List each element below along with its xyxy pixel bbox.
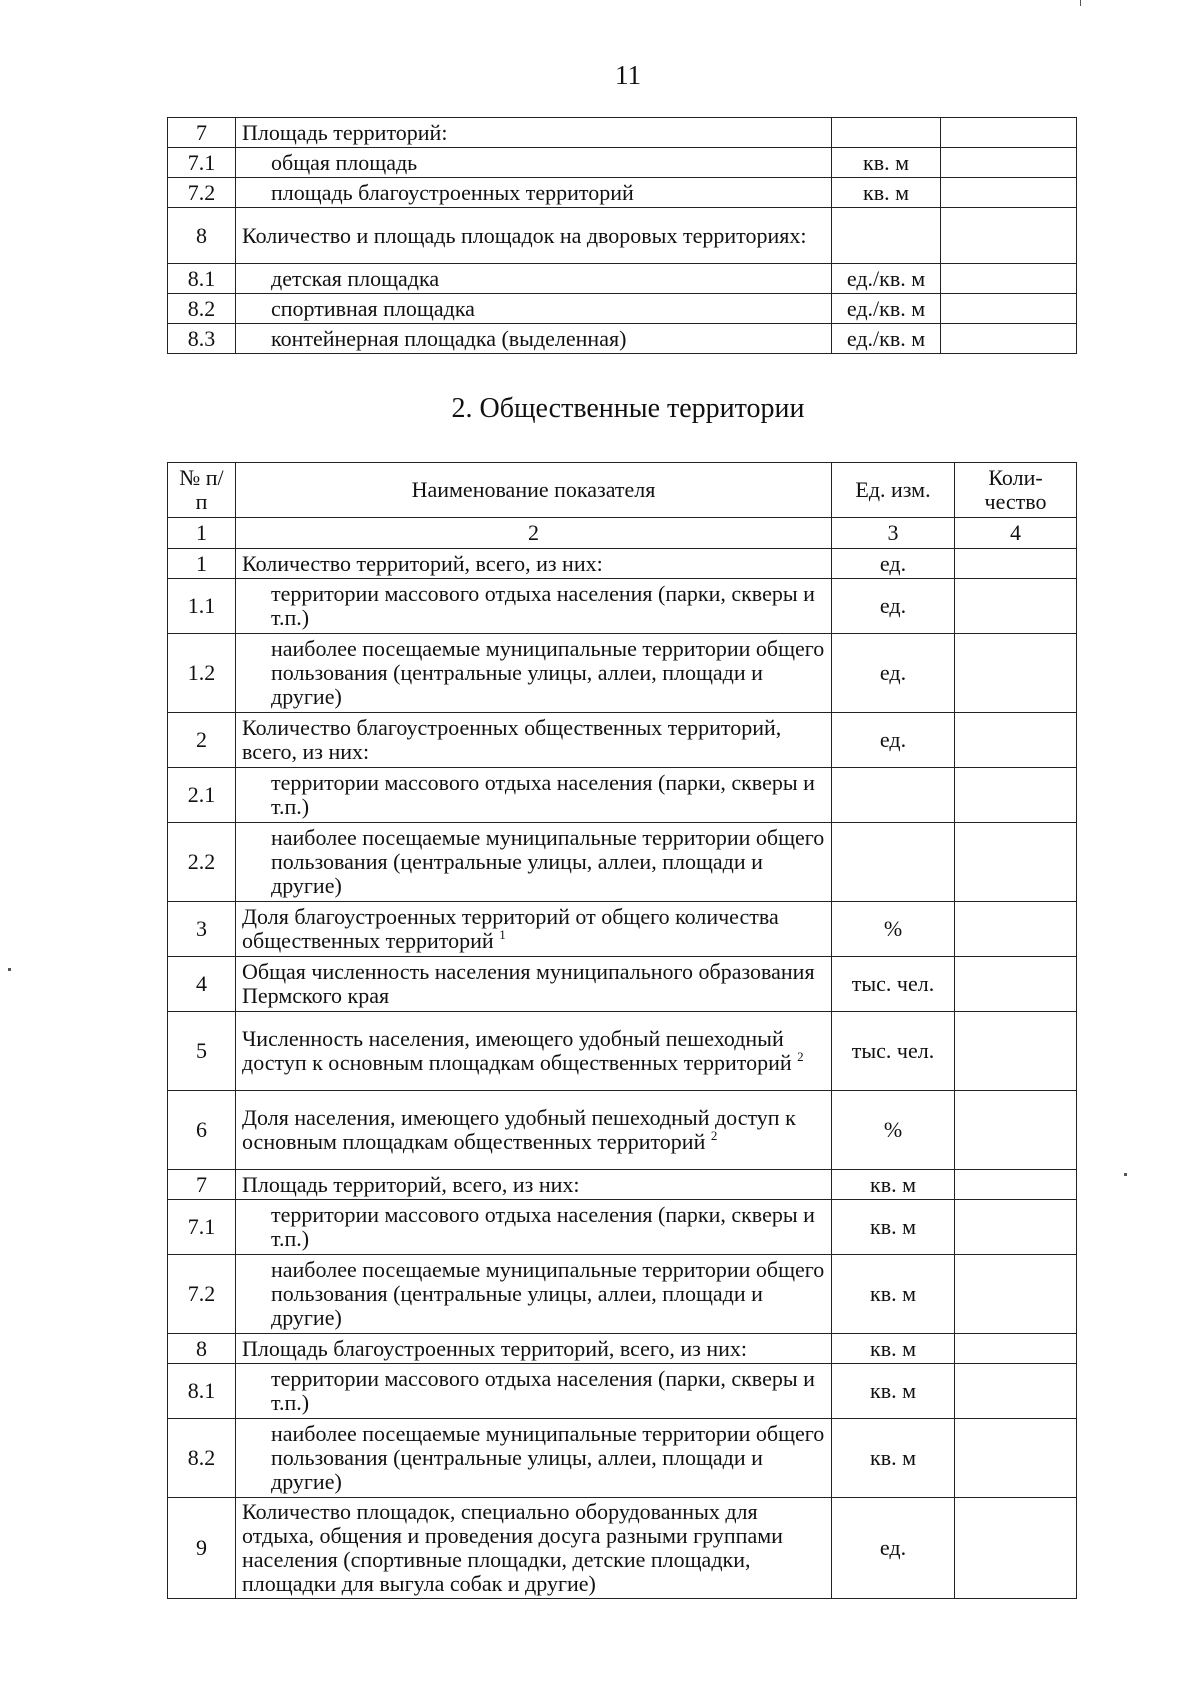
row-number: 5 bbox=[168, 1012, 236, 1091]
unit-cell: % bbox=[832, 902, 955, 957]
table-row bbox=[168, 148, 1077, 178]
unit-cell bbox=[832, 768, 955, 823]
section-title: 2. Общественные территории bbox=[451, 393, 805, 424]
indicator-name-cell bbox=[236, 823, 832, 902]
unit-cell: кв. м bbox=[832, 1334, 955, 1364]
table-row bbox=[168, 1200, 1077, 1255]
indicator-name: территории массового отдыха населения (парки, скверы и т.п.) bbox=[271, 1202, 815, 1251]
row-number: 8.1 bbox=[168, 1364, 236, 1419]
row-number: 8.2 bbox=[168, 294, 236, 324]
table-row bbox=[168, 713, 1077, 768]
table-row bbox=[168, 1170, 1077, 1200]
unit-cell: % bbox=[832, 1091, 955, 1170]
quantity-cell bbox=[941, 264, 1077, 294]
indicator-name: контейнерная площадка (выделенная) bbox=[271, 325, 627, 351]
table-public-territories-body bbox=[168, 549, 1077, 1599]
table-row bbox=[168, 957, 1077, 1012]
quantity-cell bbox=[955, 1364, 1077, 1419]
quantity-cell bbox=[941, 118, 1077, 148]
row-number: 8.1 bbox=[168, 264, 236, 294]
indicator-name-cell bbox=[236, 324, 832, 354]
quantity-cell bbox=[955, 1170, 1077, 1200]
unit-cell: ед. bbox=[832, 549, 955, 579]
table-row bbox=[168, 579, 1077, 634]
column-index-cell: 3 bbox=[832, 518, 955, 549]
indicator-name-cell bbox=[236, 178, 832, 208]
indicator-name-cell bbox=[236, 264, 832, 294]
row-number: 4 bbox=[168, 957, 236, 1012]
indicator-name: спортивная площадка bbox=[271, 295, 475, 321]
table-row bbox=[168, 902, 1077, 957]
quantity-cell bbox=[955, 713, 1077, 768]
indicator-name: наиболее посещаемые муниципальные территории общего пользования (центральные улицы, аллеи, площади и другие) bbox=[271, 825, 825, 898]
table-row bbox=[168, 294, 1077, 324]
quantity-cell bbox=[941, 324, 1077, 354]
indicator-name: наиболее посещаемые муниципальные территории общего пользования (центральные улицы, аллеи, площади и другие) bbox=[271, 636, 825, 709]
table-row bbox=[168, 118, 1077, 148]
row-number: 9 bbox=[168, 1498, 236, 1599]
unit-cell bbox=[832, 208, 941, 264]
header-qty: Коли-чество bbox=[955, 463, 1077, 518]
indicator-name: общая площадь bbox=[271, 149, 418, 175]
unit-cell: ед./кв. м bbox=[832, 324, 941, 354]
table-row bbox=[168, 264, 1077, 294]
unit-cell: тыс. чел. bbox=[832, 957, 955, 1012]
unit-cell: ед. bbox=[832, 713, 955, 768]
unit-cell: кв. м bbox=[832, 1419, 955, 1498]
table-row bbox=[168, 634, 1077, 713]
row-number: 8.3 bbox=[168, 324, 236, 354]
indicator-name: Количество и площадь площадок на дворовых территориях: bbox=[242, 222, 807, 248]
row-number: 8.2 bbox=[168, 1419, 236, 1498]
row-number: 7.2 bbox=[168, 178, 236, 208]
header-name: Наименование показателя bbox=[236, 463, 832, 518]
table-row bbox=[168, 178, 1077, 208]
indicator-name-cell bbox=[236, 1255, 832, 1334]
row-number: 2 bbox=[168, 713, 236, 768]
table-row bbox=[168, 208, 1077, 264]
row-number: 8 bbox=[168, 208, 236, 264]
row-number: 7.2 bbox=[168, 1255, 236, 1334]
indicator-name-cell bbox=[236, 1334, 832, 1364]
indicator-name: Доля населения, имеющего удобный пешеходный доступ к основным площадкам общественных территорий bbox=[242, 1105, 796, 1154]
table-row bbox=[168, 1498, 1077, 1599]
footnote-marker: 2 bbox=[710, 1128, 718, 1143]
indicator-name: Количество площадок, специально оборудованных для отдыха, общения и проведения досуга разными группами населения (спортивные площадки, детские площадки, площадки для выгула собак и другие) bbox=[242, 1499, 783, 1596]
indicator-name-cell bbox=[236, 579, 832, 634]
quantity-cell bbox=[955, 902, 1077, 957]
row-number: 1 bbox=[168, 549, 236, 579]
header-unit: Ед. изм. bbox=[832, 463, 955, 518]
table-row bbox=[168, 324, 1077, 354]
quantity-cell bbox=[955, 957, 1077, 1012]
row-number: 8 bbox=[168, 1334, 236, 1364]
indicator-name-cell bbox=[236, 902, 832, 957]
quantity-cell bbox=[955, 1200, 1077, 1255]
indicator-name: Общая численность населения муниципального образования Пермского края bbox=[242, 959, 815, 1008]
indicator-name-cell bbox=[236, 713, 832, 768]
table-row bbox=[168, 1012, 1077, 1091]
footnote-marker: 2 bbox=[797, 1049, 804, 1064]
quantity-cell bbox=[955, 1012, 1077, 1091]
indicator-name-cell bbox=[236, 1091, 832, 1170]
unit-cell bbox=[832, 118, 941, 148]
indicator-name: Площадь благоустроенных территорий, всего, из них: bbox=[242, 1335, 748, 1361]
indicator-name-cell bbox=[236, 768, 832, 823]
quantity-cell bbox=[955, 823, 1077, 902]
unit-cell: ед./кв. м bbox=[832, 264, 941, 294]
table-yard-territories-body bbox=[168, 118, 1077, 354]
unit-cell: ед. bbox=[832, 634, 955, 713]
indicator-name: Количество благоустроенных общественных территорий, всего, из них: bbox=[242, 715, 782, 764]
indicator-name: площадь благоустроенных территорий bbox=[271, 179, 634, 205]
unit-cell: ед./кв. м bbox=[832, 294, 941, 324]
indicator-name-cell bbox=[236, 208, 832, 264]
footnote-marker: 1 bbox=[499, 927, 506, 942]
table-row bbox=[168, 1334, 1077, 1364]
unit-cell: тыс. чел. bbox=[832, 1012, 955, 1091]
row-number: 7 bbox=[168, 1170, 236, 1200]
indicator-name-cell bbox=[236, 1498, 832, 1599]
table-row bbox=[168, 1255, 1077, 1334]
quantity-cell bbox=[955, 1334, 1077, 1364]
unit-cell: ед. bbox=[832, 579, 955, 634]
indicator-name-cell bbox=[236, 1419, 832, 1498]
indicator-name-cell bbox=[236, 634, 832, 713]
indicator-name-cell bbox=[236, 1200, 832, 1255]
table-row bbox=[168, 1091, 1077, 1170]
indicator-name-cell bbox=[236, 957, 832, 1012]
indicator-name: детская площадка bbox=[271, 265, 440, 291]
indicator-name: Численность населения, имеющего удобный пешеходный доступ к основным площадкам общественных территорий bbox=[242, 1026, 792, 1075]
table-row bbox=[168, 768, 1077, 823]
quantity-cell bbox=[941, 148, 1077, 178]
quantity-cell bbox=[955, 634, 1077, 713]
table-row bbox=[168, 549, 1077, 579]
indicator-name-cell bbox=[236, 118, 832, 148]
table-row bbox=[168, 1364, 1077, 1419]
row-number: 2.2 bbox=[168, 823, 236, 902]
page-number: 11 bbox=[615, 60, 641, 90]
column-index-cell: 1 bbox=[168, 518, 236, 549]
indicator-name-cell bbox=[236, 148, 832, 178]
scan-speck bbox=[1124, 1173, 1127, 1176]
indicator-name: территории массового отдыха населения (парки, скверы и т.п.) bbox=[271, 581, 815, 630]
scan-speck bbox=[1080, 0, 1081, 6]
quantity-cell bbox=[941, 294, 1077, 324]
table-header bbox=[168, 463, 1077, 549]
unit-cell: кв. м bbox=[832, 1170, 955, 1200]
unit-cell bbox=[832, 823, 955, 902]
quantity-cell bbox=[955, 768, 1077, 823]
unit-cell: ед. bbox=[832, 1498, 955, 1599]
unit-cell: кв. м bbox=[832, 1200, 955, 1255]
indicator-name-cell bbox=[236, 1170, 832, 1200]
row-number: 1.1 bbox=[168, 579, 236, 634]
quantity-cell bbox=[955, 1255, 1077, 1334]
unit-cell: кв. м bbox=[832, 1364, 955, 1419]
column-index-cell: 4 bbox=[955, 518, 1077, 549]
quantity-cell bbox=[955, 549, 1077, 579]
indicator-name-cell bbox=[236, 1012, 832, 1091]
table-public-territories bbox=[167, 462, 1077, 1599]
indicator-name: Площадь территорий: bbox=[242, 119, 448, 145]
indicator-name: наиболее посещаемые муниципальные территории общего пользования (центральные улицы, аллеи, площади и другие) bbox=[271, 1421, 825, 1494]
indicator-name-cell bbox=[236, 1364, 832, 1419]
row-number: 7.1 bbox=[168, 1200, 236, 1255]
unit-cell: кв. м bbox=[832, 178, 941, 208]
column-index-cell: 2 bbox=[236, 518, 832, 549]
indicator-name: Количество территорий, всего, из них: bbox=[242, 550, 603, 576]
indicator-name-cell bbox=[236, 549, 832, 579]
row-number: 1.2 bbox=[168, 634, 236, 713]
quantity-cell bbox=[955, 1091, 1077, 1170]
quantity-cell bbox=[955, 1419, 1077, 1498]
row-number: 6 bbox=[168, 1091, 236, 1170]
table-row bbox=[168, 1419, 1077, 1498]
column-index-row bbox=[168, 518, 1077, 549]
row-number: 7.1 bbox=[168, 148, 236, 178]
row-number: 3 bbox=[168, 902, 236, 957]
quantity-cell bbox=[955, 1498, 1077, 1599]
indicator-name: территории массового отдыха населения (парки, скверы и т.п.) bbox=[271, 1366, 815, 1415]
indicator-name: Площадь территорий, всего, из них: bbox=[242, 1171, 580, 1197]
quantity-cell bbox=[941, 178, 1077, 208]
quantity-cell bbox=[941, 208, 1077, 264]
indicator-name: наиболее посещаемые муниципальные территории общего пользования (центральные улицы, аллеи, площади и другие) bbox=[271, 1257, 825, 1330]
indicator-name-cell bbox=[236, 294, 832, 324]
table-header-row bbox=[168, 463, 1077, 518]
table-yard-territories bbox=[167, 117, 1077, 354]
unit-cell: кв. м bbox=[832, 148, 941, 178]
indicator-name: Доля благоустроенных территорий от общего количества общественных территорий bbox=[242, 904, 779, 953]
table-row bbox=[168, 823, 1077, 902]
header-num: № п/п bbox=[168, 463, 236, 518]
indicator-name: территории массового отдыха населения (парки, скверы и т.п.) bbox=[271, 770, 815, 819]
unit-cell: кв. м bbox=[832, 1255, 955, 1334]
row-number: 2.1 bbox=[168, 768, 236, 823]
row-number: 7 bbox=[168, 118, 236, 148]
scan-speck bbox=[8, 968, 11, 971]
quantity-cell bbox=[955, 579, 1077, 634]
